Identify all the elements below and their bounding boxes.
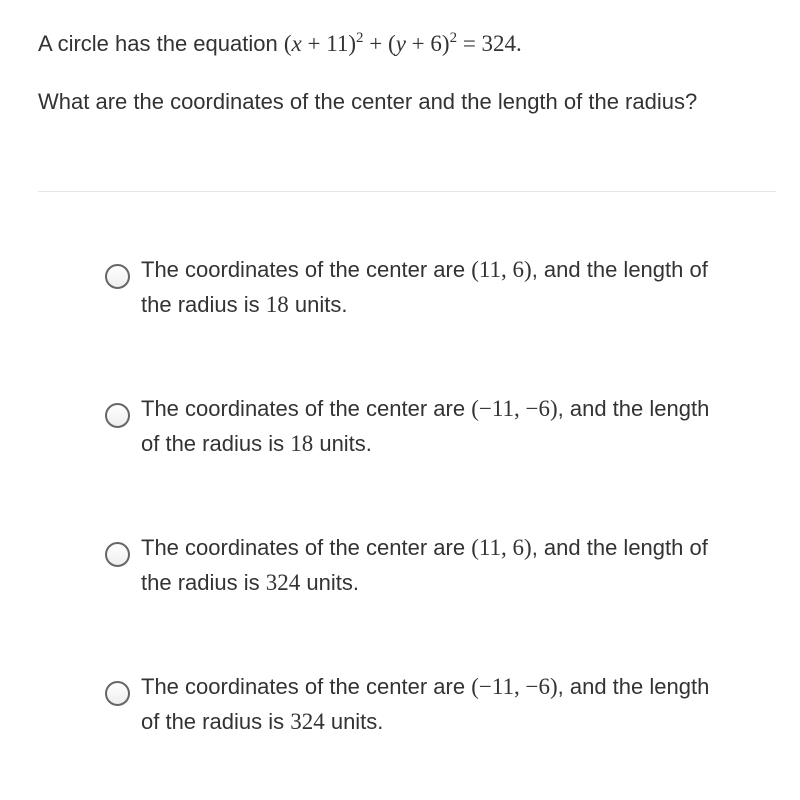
option-label: The coordinates of the center are (11, 6), and the length of the radius is 324 units. — [141, 535, 708, 595]
radio-button[interactable] — [105, 403, 130, 428]
question-prompt: What are the coordinates of the center and the length of the radius? — [38, 89, 698, 114]
radio-button[interactable] — [105, 542, 130, 567]
question — [38, 26, 778, 120]
question-intro: A circle has the equation — [38, 31, 278, 56]
radio-button[interactable] — [105, 681, 130, 706]
radio-button[interactable] — [105, 264, 130, 289]
option-label: The coordinates of the center are (−11, −6), and the length of the radius is 18 units. — [141, 396, 710, 456]
answer-option-1[interactable] — [105, 257, 725, 322]
circle-equation: $(x + 11)^2 + (y + 6)^2 = 324$. — [283, 30, 522, 56]
divider — [38, 191, 776, 192]
question-equation-line — [38, 26, 778, 62]
answer-option-2[interactable] — [105, 396, 725, 461]
answer-option-4[interactable] — [105, 674, 725, 739]
option-label: The coordinates of the center are (11, 6), and the length of the radius is 18 units. — [141, 257, 708, 317]
option-label: The coordinates of the center are (−11, −6), and the length of the radius is 324 units. — [141, 674, 710, 734]
answer-option-3[interactable] — [105, 535, 725, 600]
